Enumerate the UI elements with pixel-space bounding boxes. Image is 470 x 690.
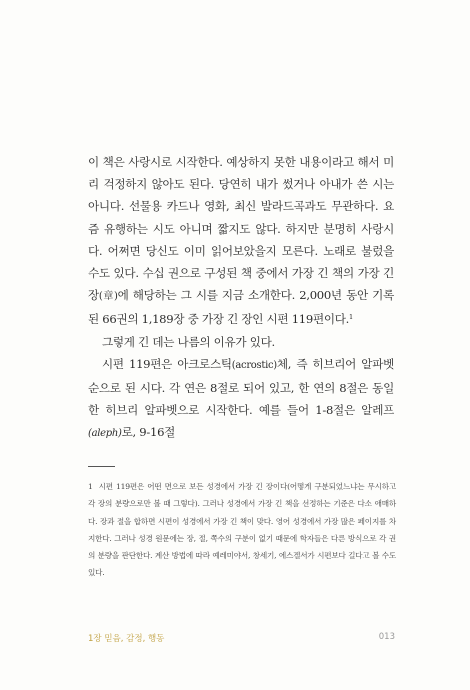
paragraph-2	[88, 331, 394, 353]
paragraph-2-text: 그렇게 긴 데는 나름의 이유가 있다.	[102, 334, 275, 349]
running-footer-chapter: 1장 믿음, 감정, 행동	[88, 634, 165, 644]
aleph-term: (aleph)	[88, 428, 122, 440]
footnote	[88, 478, 396, 582]
footnote-number: 1	[88, 482, 93, 491]
paragraph-3	[88, 353, 394, 446]
paragraph-3-text-c: 로, 9-16절	[121, 425, 176, 440]
footnote-divider	[88, 466, 115, 467]
body-text	[88, 151, 394, 446]
paragraph-1-text: 이 책은 사랑시로 시작한다. 예상하지 못한 내용이라고 해서 미리 걱정하지 않아도 된다. 당연히 내가 썼거나 아내가 쓴 시는 아니다. 선물용 카드나 영화, 최신 발라드곡과도 무관하다. 요즘 유행하는 시도 아니며 짧지도 않다. 하지만 분명히 사랑시다. 어쩌면 당신도 이미 읽어보았을지 모른다. 노래로 불렀을 수도 있다. 수십 권으로 구성된 책 중에서 가장 긴 책의 가장 긴 장	[88, 155, 394, 303]
acrostic-term: (acrostic)	[231, 359, 277, 371]
paragraph-1	[88, 151, 394, 331]
chapter-hanja: (章)	[98, 291, 118, 303]
paragraph-1-end: 에 해당하는 그 시를 지금 소개한다. 2,000년 동안 기록된 66권의 1,189장 중 가장 긴 장인 시편 119편이다.	[88, 288, 394, 327]
page-number: 013	[378, 632, 395, 642]
footnote-reference: 1	[349, 313, 353, 322]
paragraph-3-text-b: 체, 즉 히브리어 알파벳순으로 된 시다. 각 연은 8절로 되어 있고, 한 연의 8절은 동일한 히브리 알파벳으로 시작한다. 예를 들어 1-8절은 알레프	[88, 356, 394, 418]
footnote-text: 시편 119편은 어떤 면으로 보든 성경에서 가장 긴 장이다(어떻게 구분되었느냐는 무시하고 각 장의 분량으로만 볼 때 그렇다). 그러나 성경에서 가장 긴 책을 선정하는 기준은 다소 애매하다. 장과 절을 합하면 시편이 성경에서 가장 긴 책이 맞다. 영어 성경에서 가장 많은 페이지를 차지한다. 그러나 성경 원문에는 장, 절, 쪽수의 구분이 없기 때문에 학자들은 다른 방식으로 각 권의 분량을 판단한다. 계산 방법에 따라 예레미야서, 창세기, 에스겔서가 시편보다 길다고 볼 수도 있다.	[88, 482, 396, 578]
paragraph-3-text-a: 시편 119편은 아크로스틱	[102, 356, 232, 371]
